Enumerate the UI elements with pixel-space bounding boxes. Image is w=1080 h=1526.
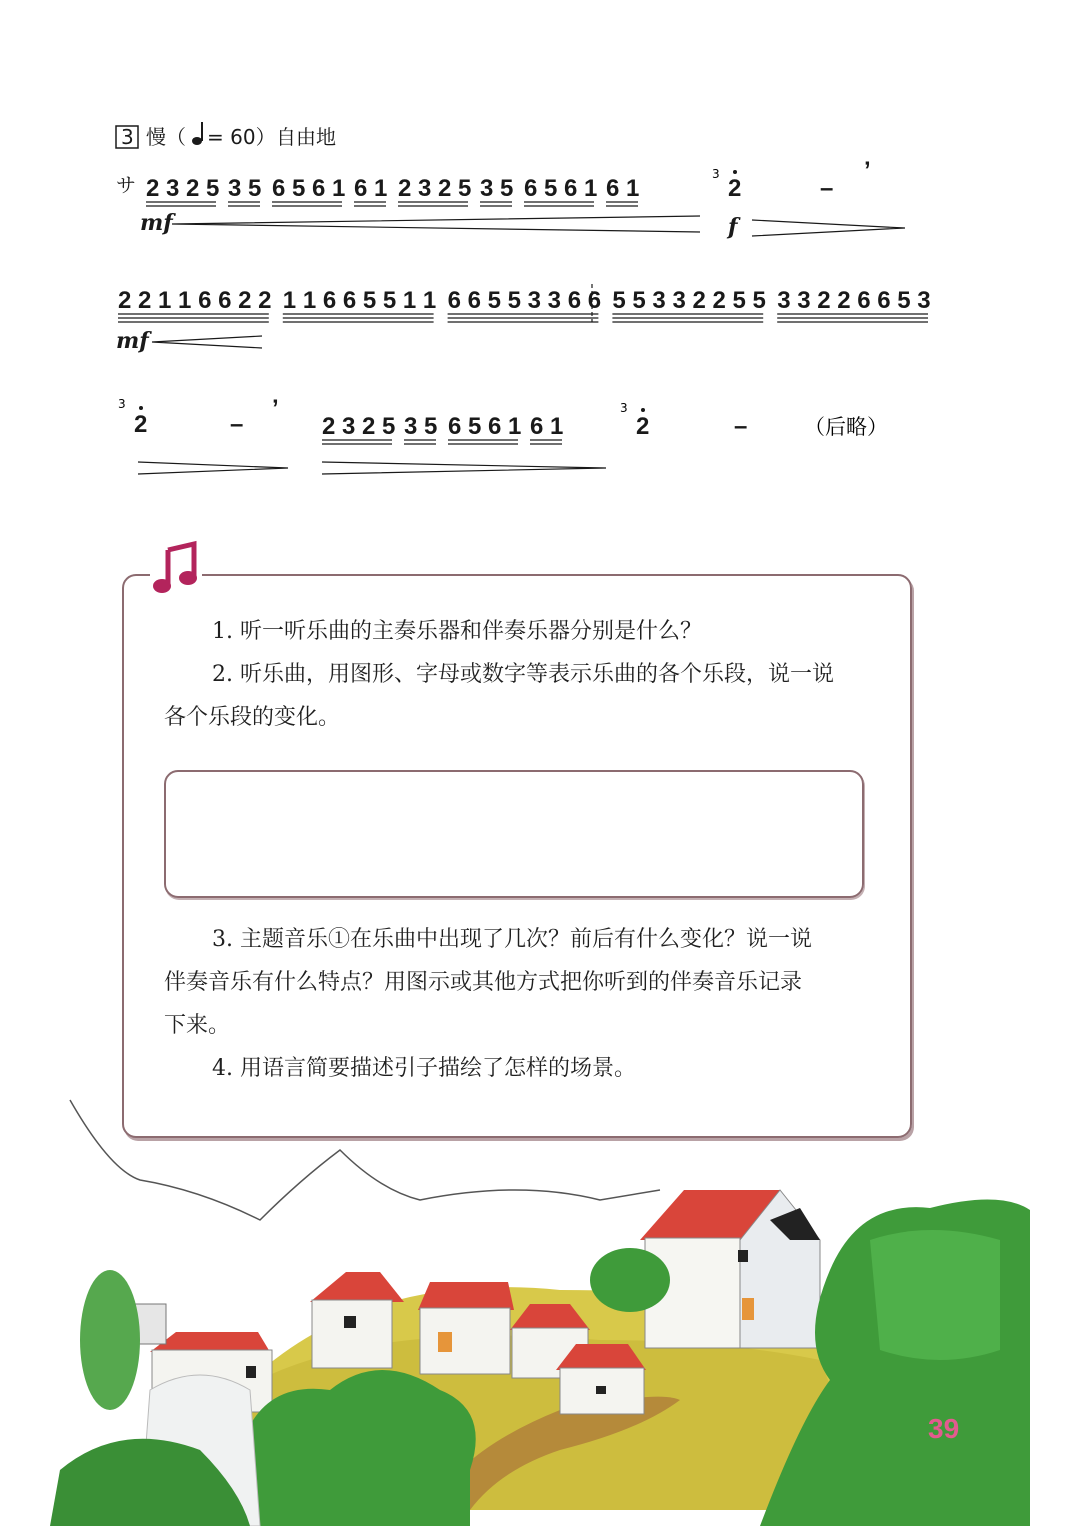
row3-end-note: 2 (636, 413, 650, 440)
note-group: 3 3 2 2 6 6 5 3 (777, 287, 931, 314)
note-group: 6 1 (354, 175, 388, 202)
row1-breath-mark: ’ (864, 157, 871, 184)
row3-start-note: 2 (134, 411, 148, 438)
note-group: 3 5 (228, 175, 262, 202)
score-row-3 (322, 413, 563, 444)
hairpin-3 (322, 462, 606, 474)
answer-box[interactable] (164, 770, 864, 898)
question-2-line-1: 2. 听乐曲，用图形、字母或数字等表示乐曲的各个乐段，说一说 (212, 662, 834, 687)
row3-dash-1: – (230, 411, 244, 438)
row1-dash: – (820, 175, 834, 202)
question-4: 4. 用语言简要描述引子描绘了怎样的场景。 (212, 1056, 636, 1081)
row3-breath-mark: ’ (272, 395, 279, 422)
question-3-line-3: 下来。 (164, 1013, 231, 1038)
row1-grace-note: 3 (712, 167, 720, 181)
question-3-line-1: 3. 主题音乐①在乐曲中出现了几次？前后有什么变化？说一说 (212, 927, 812, 952)
dynamic-mf-1: mf (140, 210, 173, 236)
question-2-line-2: 各个乐段的变化。 (164, 705, 341, 730)
note-group: 6 1 (606, 175, 640, 202)
note-group: 6 6 5 5 3 3 6 6 (447, 287, 602, 314)
note-group: 6 5 6 1 (272, 175, 346, 202)
note-group: 2 3 2 5 (322, 413, 396, 440)
free-meter-symbol: サ (116, 173, 136, 197)
note-group: 6 5 6 1 (524, 175, 598, 202)
score-row-2 (118, 287, 931, 322)
village-illustration (0, 1090, 1080, 1526)
crescendo-hairpin (172, 216, 700, 232)
score-row-1 (146, 175, 639, 206)
note-group: 5 5 3 3 2 2 5 5 (612, 287, 766, 314)
page-number: 39 (928, 1413, 960, 1444)
tempo-value: = 60） (207, 125, 276, 149)
row3-dash-2: – (734, 413, 748, 440)
dynamic-f: f (728, 214, 738, 240)
row3-grace-note: 3 (118, 397, 126, 411)
quarter-note-icon (192, 122, 202, 145)
note-group: 3 5 (480, 175, 514, 202)
note-group: 6 1 (530, 413, 564, 440)
note-group: 2 3 2 5 (146, 175, 220, 202)
note-group: 1 1 6 6 5 5 1 1 (282, 287, 437, 314)
tempo-label: 慢（ (146, 125, 186, 149)
numbered-music-score (0, 0, 1080, 520)
omitted-marker: （后略） (804, 415, 888, 439)
dynamic-mf-2: mf (116, 328, 149, 354)
note-group: 6 5 6 1 (448, 413, 522, 440)
question-1: 1. 听一听乐曲的主奏乐器和伴奏乐器分别是什么？ (212, 619, 702, 644)
row3-grace-note-2: 3 (620, 401, 628, 415)
music-note-icon (150, 540, 202, 600)
decrescendo-hairpin (752, 220, 905, 236)
note-group: 2 2 1 1 6 6 2 2 (118, 287, 272, 314)
note-group: 2 3 2 5 (398, 175, 472, 202)
decrescendo-hairpin-2 (138, 462, 288, 474)
note-group: 3 5 (404, 413, 438, 440)
row1-end-note: 2 (728, 175, 742, 202)
crescendo-hairpin-2 (152, 336, 262, 348)
section-mark: 3 (121, 125, 134, 149)
expression-mark: 自由地 (276, 125, 336, 149)
question-3-line-2: 伴奏音乐有什么特点？用图示或其他方式把你听到的伴奏音乐记录 (164, 970, 803, 995)
